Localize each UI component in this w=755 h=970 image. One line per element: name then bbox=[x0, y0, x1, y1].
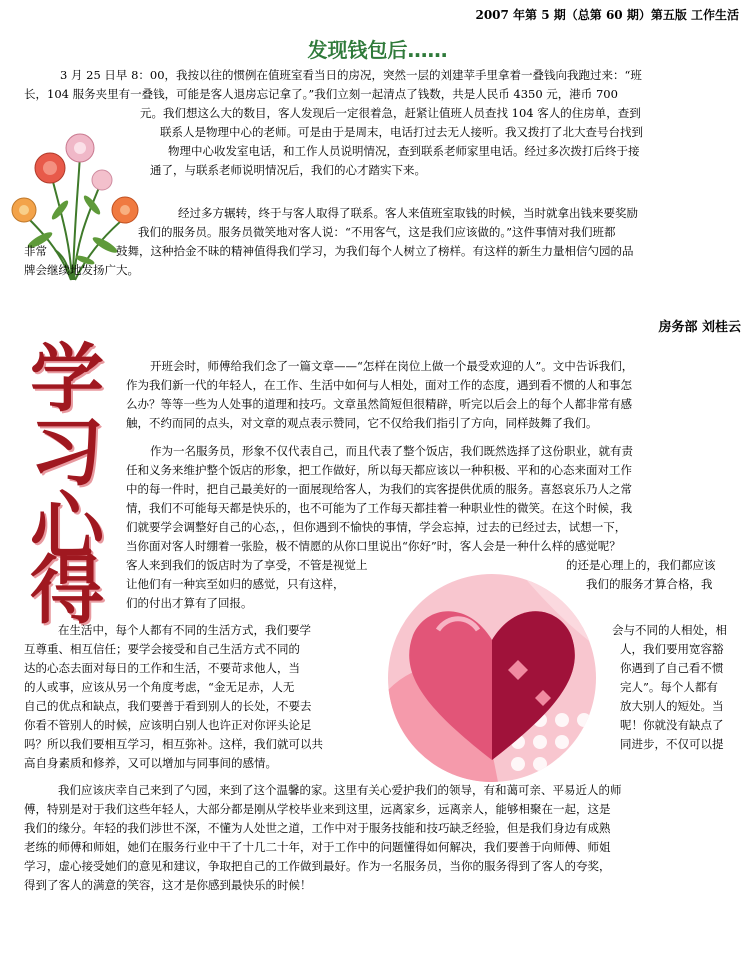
article-line: 的人或事，应该从另一个角度考虑，“金无足赤，人无 bbox=[24, 680, 295, 694]
article-line: 吗？所以我们要相互学习，相互弥补。这样，我们就可以共 bbox=[24, 737, 323, 751]
article-line: 长，104 服务夹里有一叠钱，可能是客人退房忘记拿了。”我们立刻一起清点了钱数，共是人民币 4350 元，港币 700 bbox=[24, 87, 618, 101]
article-line: 们就要学会调整好自己的心态，，但你遇到不愉快的事情，学会忘掉，过去的已经过去，试想一下， bbox=[126, 520, 627, 534]
article-line: 我们的服务员。服务员微笑地对客人说：“不用客气，这是我们应该做的。”这件事情对我们班都 bbox=[138, 225, 616, 239]
article-line: 在生活中，每个人都有不同的生活方式，我们要学 bbox=[58, 623, 311, 637]
article-line: 么办？等等一些为人处事的道理和技巧。文章虽然简短但很精辟，听完以后会上的每个人都非常有感 bbox=[126, 397, 632, 411]
article-line: 会与不同的人相处，相 bbox=[612, 623, 727, 637]
article-line: 你遇到了自己看不惯 bbox=[620, 661, 724, 675]
article-line: 自己的优点和缺点，我们要善于看到别人的长处，不要去 bbox=[24, 699, 312, 713]
article-line: 客人来到我们的饭店时为了享受，不管是视觉上 bbox=[126, 558, 368, 572]
article-line: 得到了客人的满意的笑容，这才是你感到最快乐的时候！ bbox=[24, 878, 312, 892]
article-line: 鼓舞，这种拾金不昧的精神值得我们学习，为我们每个人树立了榜样。有这样的新生力量相信勺园的品 bbox=[116, 244, 634, 258]
article-line: 放大别人的短处。当 bbox=[620, 699, 724, 713]
article-title: 发现钱包后…… bbox=[307, 38, 448, 62]
article-line: 物理中心收发室电话，和工作人员说明情况，查到联系老师家里电话。经过多次拨打后终于接 bbox=[168, 144, 640, 158]
article-line: 人，我们要用宽容豁 bbox=[620, 642, 724, 656]
article-line: 呢！你就没有缺点了 bbox=[620, 718, 724, 732]
article-line: 的还是心理上的，我们都应该 bbox=[566, 558, 716, 572]
article-line: 非常 bbox=[24, 244, 47, 258]
vertical-title-char: 得 bbox=[30, 548, 104, 634]
article-line: 经过多方辗转，终于与客人取得了联系。客人来值班室取钱的时候，当时就拿出钱来要奖励 bbox=[178, 206, 638, 220]
article-line: 3 月 25 日早 8：00，我按以往的惯例在值班室看当日的房况，突然一层的刘建苹手里拿着一叠钱向我跑过来：“班 bbox=[60, 68, 642, 82]
vertical-title-char: 学 bbox=[30, 336, 104, 422]
article-line: 开班会时，师傅给我们念了一篇文章——“怎样在岗位上做一个最受欢迎的人”。文中告诉我们， bbox=[150, 359, 634, 373]
article-line: 让他们有一种宾至如归的感觉，只有这样， bbox=[126, 577, 345, 591]
vertical-title-char: 习 bbox=[30, 410, 104, 496]
article-line: 我们的缘分。年轻的我们涉世不深，不懂为人处世之道，工作中对于服务技能和技巧缺乏经验，但是我们身边有成熟 bbox=[24, 821, 611, 835]
article-byline: 房务部 刘桂云 bbox=[658, 320, 741, 335]
heart-illustration-icon bbox=[368, 570, 616, 782]
article-line: 高自身素质和修养，又可以增加与同事间的感情。 bbox=[24, 756, 277, 770]
article-line: 任和义务来维护整个饭店的形象，把工作做好，所以每天都应该以一种积极、平和的心态来面对工作 bbox=[126, 463, 632, 477]
article-line: 中的每一件时，把自己最美好的一面展现给客人，为我们的宾客提供优质的服务。喜怒哀乐乃人之常 bbox=[126, 482, 632, 496]
article-line: 同进步，不仅可以提 bbox=[620, 737, 724, 751]
article-line: 当你面对客人时绷着一张脸，极不情愿的从你口里说出“你好”时，客人会是一种什么样的感觉呢？ bbox=[126, 539, 621, 553]
article-line: 我们的服务才算合格，我 bbox=[586, 577, 713, 591]
article-line: 触，不约而同的点头，对文章的观点表示赞同，它不仅给我们指引了方向，同样鼓舞了我们。 bbox=[126, 416, 598, 430]
article-line: 们的付出才算有了回报。 bbox=[126, 596, 253, 610]
article-line: 元。我们想这么大的数目，客人发现后一定很着急，赶紧让值班人员查找 104 客人的住房单，查到 bbox=[140, 106, 641, 120]
article-line: 我们应该庆幸自己来到了勺园，来到了这个温馨的家。这里有关心爱护我们的领导，有和蔼可亲、平易近人的师 bbox=[58, 783, 622, 797]
article-line: 通了，与联系老师说明情况后，我们的心才踏实下来。 bbox=[150, 163, 426, 177]
issue-header: 2007 年第 5 期（总第 60 期）第五版 工作生活 bbox=[475, 8, 739, 22]
article-line: 达的心态去面对每日的工作和生活，不要苛求他人，当 bbox=[24, 661, 300, 675]
vertical-title-char: 心 bbox=[30, 484, 104, 570]
article-line: 作为我们新一代的年轻人，在工作、生活中如何与人相处，面对工作的态度，遇到看不惯的人和事怎 bbox=[126, 378, 632, 392]
article-line: 你看不管别人的时候，应该明白别人也许正对你评头论足 bbox=[24, 718, 312, 732]
article-line: 学习，虚心接受她们的意见和建议，争取把自己的工作做到最好。作为一名服务员，当你的服务得到了客人的夸奖， bbox=[24, 859, 611, 873]
article-line: 完人”。每个人都有 bbox=[620, 680, 718, 694]
article-line: 老练的师傅和师姐，她们在服务行业中干了十几二十年，对于工作中的问题懂得如何解决，我们要善于向师傅、师姐 bbox=[24, 840, 611, 854]
article-line: 联系人是物理中心的老师。可是由于是周末，电话打过去无人接听。我又拨打了北大查号台找到 bbox=[160, 125, 643, 139]
article-line: 情，我们不可能每天都是快乐的，也不可能为了工作每天都挂着一种职业性的微笑。在这个时候，我 bbox=[126, 501, 632, 515]
article-line: 互尊重、相互信任；要学会接受和自己生活方式不同的 bbox=[24, 642, 300, 656]
article-line: 傅，特别是对于我们这些年轻人，大部分都是刚从学校毕业来到这里，远离家乡，远离亲人，能够相聚在一起，这是 bbox=[24, 802, 611, 816]
article-line: 作为一名服务员，形象不仅代表自己，而且代表了整个饭店，我们既然选择了这份职业，就有责 bbox=[150, 444, 633, 458]
article-line: 牌会继续地发扬广大。 bbox=[24, 263, 139, 277]
